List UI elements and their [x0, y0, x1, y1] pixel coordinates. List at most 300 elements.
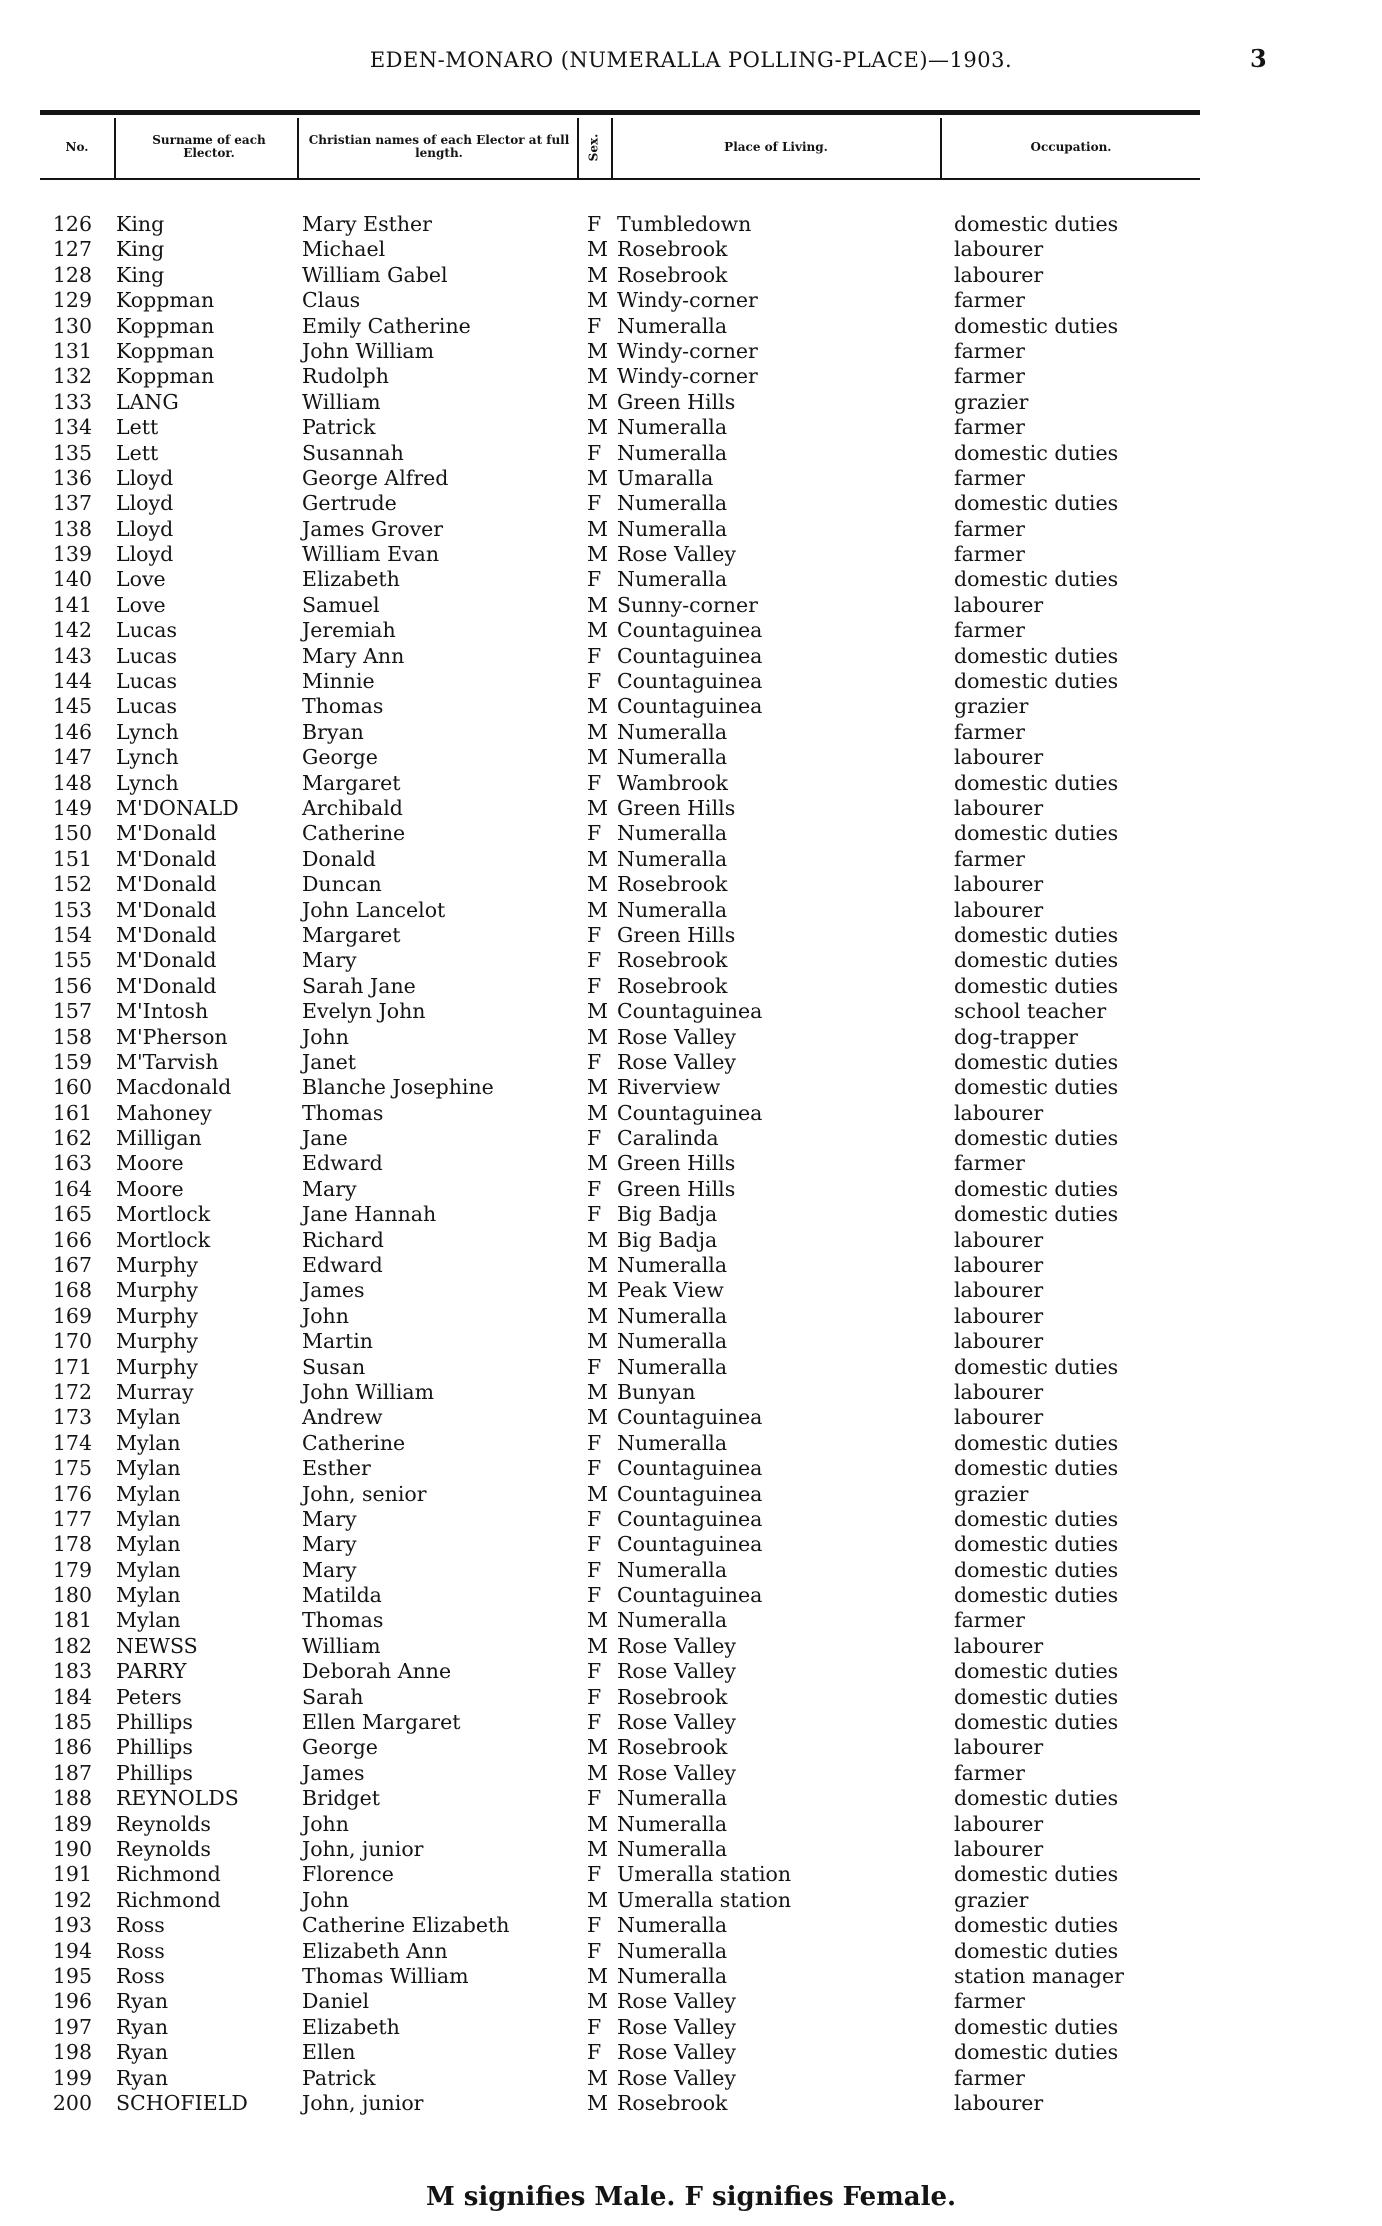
- elector-place-of-living: Numeralla: [617, 440, 728, 465]
- elector-sex: M: [587, 1608, 608, 1633]
- elector-christian-names: Jeremiah: [302, 618, 396, 643]
- elector-occupation: domestic duties: [954, 1913, 1119, 1938]
- elector-christian-names: Mary: [302, 1506, 357, 1531]
- elector-sex: M: [587, 542, 608, 567]
- elector-place-of-living: Countaguinea: [617, 1405, 763, 1430]
- elector-occupation: farmer: [954, 1989, 1025, 2014]
- elector-row: [0, 1685, 1382, 1710]
- elector-number: 160: [52, 1075, 92, 1100]
- elector-christian-names: Thomas: [302, 1100, 384, 1125]
- elector-occupation: domestic duties: [954, 1532, 1119, 1557]
- elector-occupation: domestic duties: [954, 1176, 1119, 1201]
- elector-sex: F: [587, 1176, 602, 1201]
- elector-surname: Mylan: [116, 1456, 181, 1481]
- elector-christian-names: Susan: [302, 1354, 366, 1379]
- elector-row: [0, 1456, 1382, 1481]
- elector-number: 192: [52, 1887, 92, 1912]
- elector-sex: M: [587, 1760, 608, 1785]
- elector-surname: Lucas: [116, 694, 178, 719]
- column-separator: [940, 118, 942, 178]
- elector-row: [0, 390, 1382, 415]
- elector-surname: M'Pherson: [116, 1024, 228, 1049]
- elector-christian-names: Margaret: [302, 770, 401, 795]
- elector-christian-names: Andrew: [302, 1405, 383, 1430]
- elector-place-of-living: Rose Valley: [617, 2040, 736, 2065]
- elector-sex: M: [587, 1633, 608, 1658]
- elector-christian-names: Blanche Josephine: [302, 1075, 494, 1100]
- elector-sex: F: [587, 1659, 602, 1684]
- elector-row: [0, 1964, 1382, 1989]
- elector-occupation: dog-trapper: [954, 1024, 1078, 1049]
- elector-surname: PARRY: [116, 1659, 187, 1684]
- elector-surname: Mylan: [116, 1481, 181, 1506]
- elector-number: 127: [52, 237, 92, 262]
- elector-number: 186: [52, 1735, 92, 1760]
- elector-number: 175: [52, 1456, 92, 1481]
- elector-sex: M: [587, 465, 608, 490]
- elector-occupation: domestic duties: [954, 1938, 1119, 1963]
- elector-number: 166: [52, 1227, 92, 1252]
- elector-surname: Lynch: [116, 770, 179, 795]
- elector-sex: M: [587, 745, 608, 770]
- elector-row: [0, 872, 1382, 897]
- elector-number: 169: [52, 1303, 92, 1328]
- elector-occupation: domestic duties: [954, 1862, 1119, 1887]
- elector-row: [0, 1304, 1382, 1329]
- elector-sex: M: [587, 1481, 608, 1506]
- elector-sex: F: [587, 1913, 602, 1938]
- elector-number: 159: [52, 1049, 92, 1074]
- elector-number: 168: [52, 1278, 92, 1303]
- elector-number: 154: [52, 922, 92, 947]
- elector-surname: Mylan: [116, 1506, 181, 1531]
- elector-christian-names: Claus: [302, 288, 361, 313]
- elector-number: 197: [52, 2014, 92, 2039]
- elector-christian-names: George: [302, 745, 378, 770]
- elector-surname: M'Donald: [116, 872, 217, 897]
- electors-list: [0, 212, 1382, 2116]
- elector-christian-names: Florence: [302, 1862, 394, 1887]
- elector-row: [0, 1126, 1382, 1151]
- elector-row: [0, 644, 1382, 669]
- elector-place-of-living: Numeralla: [617, 1608, 728, 1633]
- elector-sex: M: [587, 1303, 608, 1328]
- elector-place-of-living: Rose Valley: [617, 1760, 736, 1785]
- elector-number: 149: [52, 795, 92, 820]
- elector-christian-names: Edward: [302, 1253, 383, 1278]
- elector-sex: M: [587, 1227, 608, 1252]
- elector-surname: Mylan: [116, 1583, 181, 1608]
- elector-sex: M: [587, 897, 608, 922]
- elector-surname: Lucas: [116, 643, 178, 668]
- elector-place-of-living: Rose Valley: [617, 1989, 736, 2014]
- column-header-place: Place of Living.: [724, 139, 828, 154]
- elector-occupation: labourer: [954, 1253, 1044, 1278]
- elector-occupation: domestic duties: [954, 669, 1119, 694]
- elector-sex: F: [587, 440, 602, 465]
- elector-occupation: farmer: [954, 338, 1025, 363]
- elector-row: [0, 745, 1382, 770]
- elector-occupation: station manager: [954, 1963, 1124, 1988]
- elector-sex: M: [587, 288, 608, 313]
- footer-note: M signifies Male. F signifies Female.: [425, 2182, 957, 2212]
- elector-number: 155: [52, 948, 92, 973]
- elector-place-of-living: Countaguinea: [617, 1100, 763, 1125]
- elector-christian-names: Edward: [302, 1151, 383, 1176]
- elector-occupation: school teacher: [954, 999, 1107, 1024]
- elector-christian-names: Janet: [302, 1049, 357, 1074]
- elector-christian-names: Matilda: [302, 1583, 382, 1608]
- elector-occupation: domestic duties: [954, 948, 1119, 973]
- elector-occupation: labourer: [954, 1811, 1044, 1836]
- elector-christian-names: Catherine Elizabeth: [302, 1913, 510, 1938]
- elector-row: [0, 618, 1382, 643]
- elector-surname: Mahoney: [116, 1100, 212, 1125]
- elector-occupation: domestic duties: [954, 1202, 1119, 1227]
- elector-surname: SCHOFIELD: [116, 2090, 248, 2115]
- elector-number: 139: [52, 542, 92, 567]
- elector-place-of-living: Rosebrook: [617, 1684, 728, 1709]
- elector-number: 151: [52, 846, 92, 871]
- elector-surname: Ryan: [116, 2014, 169, 2039]
- column-separator: [297, 118, 299, 178]
- elector-occupation: domestic duties: [954, 440, 1119, 465]
- elector-place-of-living: Numeralla: [617, 516, 728, 541]
- elector-place-of-living: Umeralla station: [617, 1887, 792, 1912]
- elector-occupation: domestic duties: [954, 491, 1119, 516]
- elector-place-of-living: Countaguinea: [617, 1583, 763, 1608]
- elector-place-of-living: Rose Valley: [617, 1633, 736, 1658]
- elector-sex: F: [587, 1430, 602, 1455]
- elector-row: [0, 1329, 1382, 1354]
- elector-christian-names: James: [302, 1278, 365, 1303]
- elector-row: [0, 2066, 1382, 2091]
- elector-sex: M: [587, 1253, 608, 1278]
- elector-sex: M: [587, 872, 608, 897]
- elector-row: [0, 1532, 1382, 1557]
- elector-row: [0, 1989, 1382, 2014]
- elector-christian-names: John William: [302, 1379, 435, 1404]
- elector-number: 195: [52, 1963, 92, 1988]
- elector-occupation: labourer: [954, 872, 1044, 897]
- elector-christian-names: John: [302, 1024, 349, 1049]
- elector-occupation: domestic duties: [954, 567, 1119, 592]
- elector-sex: F: [587, 669, 602, 694]
- elector-number: 150: [52, 821, 92, 846]
- elector-occupation: domestic duties: [954, 1684, 1119, 1709]
- elector-number: 198: [52, 2040, 92, 2065]
- column-header-sex-label: Sex.: [586, 133, 601, 161]
- elector-occupation: labourer: [954, 1278, 1044, 1303]
- elector-sex: M: [587, 2090, 608, 2115]
- elector-row: [0, 771, 1382, 796]
- elector-christian-names: Samuel: [302, 592, 380, 617]
- elector-occupation: labourer: [954, 1329, 1044, 1354]
- elector-occupation: domestic duties: [954, 821, 1119, 846]
- elector-surname: Mylan: [116, 1608, 181, 1633]
- elector-surname: Murphy: [116, 1278, 198, 1303]
- elector-christian-names: Michael: [302, 237, 386, 262]
- elector-row: [0, 1837, 1382, 1862]
- elector-christian-names: Mary: [302, 1557, 357, 1582]
- elector-number: 131: [52, 338, 92, 363]
- elector-surname: Mortlock: [116, 1227, 211, 1252]
- elector-place-of-living: Green Hills: [617, 1176, 736, 1201]
- elector-number: 191: [52, 1862, 92, 1887]
- elector-number: 134: [52, 415, 92, 440]
- elector-christian-names: John, junior: [302, 2090, 424, 2115]
- elector-sex: M: [587, 1278, 608, 1303]
- elector-sex: F: [587, 1583, 602, 1608]
- elector-occupation: domestic duties: [954, 973, 1119, 998]
- elector-christian-names: Mary: [302, 1532, 357, 1557]
- elector-row: [0, 237, 1382, 262]
- elector-row: [0, 1482, 1382, 1507]
- elector-place-of-living: Peak View: [617, 1278, 724, 1303]
- elector-sex: F: [587, 2040, 602, 2065]
- elector-surname: Lett: [116, 440, 159, 465]
- elector-place-of-living: Rosebrook: [617, 948, 728, 973]
- elector-place-of-living: Numeralla: [617, 1938, 728, 1963]
- elector-sex: M: [587, 1405, 608, 1430]
- elector-sex: F: [587, 1049, 602, 1074]
- elector-sex: F: [587, 313, 602, 338]
- elector-number: 165: [52, 1202, 92, 1227]
- elector-number: 181: [52, 1608, 92, 1633]
- elector-surname: Milligan: [116, 1126, 202, 1151]
- elector-row: [0, 1025, 1382, 1050]
- elector-number: 184: [52, 1684, 92, 1709]
- elector-sex: F: [587, 2014, 602, 2039]
- elector-row: [0, 1913, 1382, 1938]
- elector-occupation: domestic duties: [954, 2014, 1119, 2039]
- elector-surname: King: [116, 212, 165, 236]
- elector-occupation: domestic duties: [954, 1049, 1119, 1074]
- elector-surname: Lynch: [116, 719, 179, 744]
- elector-place-of-living: Countaguinea: [617, 1532, 763, 1557]
- elector-row: [0, 1786, 1382, 1811]
- elector-place-of-living: Rose Valley: [617, 1049, 736, 1074]
- elector-number: 199: [52, 2065, 92, 2090]
- elector-sex: M: [587, 338, 608, 363]
- elector-row: [0, 263, 1382, 288]
- elector-place-of-living: Numeralla: [617, 897, 728, 922]
- elector-number: 148: [52, 770, 92, 795]
- elector-place-of-living: Windy-corner: [617, 288, 758, 313]
- elector-place-of-living: Rosebrook: [617, 872, 728, 897]
- elector-row: [0, 1558, 1382, 1583]
- elector-surname: Phillips: [116, 1710, 193, 1735]
- elector-christian-names: Mary Esther: [302, 212, 432, 236]
- elector-place-of-living: Bunyan: [617, 1379, 696, 1404]
- elector-place-of-living: Sunny-corner: [617, 592, 758, 617]
- elector-occupation: grazier: [954, 389, 1029, 414]
- elector-place-of-living: Rosebrook: [617, 973, 728, 998]
- elector-surname: Love: [116, 592, 166, 617]
- elector-number: 156: [52, 973, 92, 998]
- elector-number: 141: [52, 592, 92, 617]
- elector-surname: M'Donald: [116, 821, 217, 846]
- elector-christian-names: Bryan: [302, 719, 364, 744]
- elector-christian-names: Susannah: [302, 440, 404, 465]
- elector-number: 138: [52, 516, 92, 541]
- elector-surname: Richmond: [116, 1887, 221, 1912]
- elector-occupation: domestic duties: [954, 922, 1119, 947]
- elector-occupation: farmer: [954, 516, 1025, 541]
- elector-christian-names: William: [302, 389, 381, 414]
- elector-occupation: labourer: [954, 1303, 1044, 1328]
- elector-place-of-living: Windy-corner: [617, 364, 758, 389]
- column-separator: [114, 118, 116, 178]
- elector-place-of-living: Rosebrook: [617, 2090, 728, 2115]
- elector-sex: M: [587, 1989, 608, 2014]
- elector-occupation: labourer: [954, 2090, 1044, 2115]
- elector-place-of-living: Numeralla: [617, 846, 728, 871]
- elector-row: [0, 1151, 1382, 1176]
- elector-surname: Murphy: [116, 1354, 198, 1379]
- elector-row: [0, 1710, 1382, 1735]
- elector-number: 130: [52, 313, 92, 338]
- elector-surname: Lloyd: [116, 516, 174, 541]
- elector-occupation: labourer: [954, 1837, 1044, 1861]
- elector-christian-names: John, senior: [302, 1481, 427, 1506]
- elector-number: 183: [52, 1659, 92, 1684]
- elector-surname: NEWSS: [116, 1633, 198, 1658]
- elector-row: [0, 593, 1382, 618]
- elector-place-of-living: Green Hills: [617, 389, 736, 414]
- elector-row: [0, 567, 1382, 592]
- elector-row: [0, 2040, 1382, 2065]
- elector-surname: Murphy: [116, 1303, 198, 1328]
- elector-surname: Ryan: [116, 2065, 169, 2090]
- elector-surname: Ross: [116, 1963, 165, 1988]
- elector-christian-names: Patrick: [302, 2065, 376, 2090]
- elector-place-of-living: Umaralla: [617, 465, 714, 490]
- elector-surname: Koppman: [116, 313, 215, 338]
- elector-surname: Mortlock: [116, 1202, 211, 1227]
- elector-surname: Lynch: [116, 745, 179, 770]
- elector-surname: Richmond: [116, 1862, 221, 1887]
- elector-place-of-living: Green Hills: [617, 795, 736, 820]
- elector-sex: M: [587, 2065, 608, 2090]
- elector-number: 126: [52, 212, 92, 236]
- elector-christian-names: Catherine: [302, 1430, 406, 1455]
- elector-christian-names: Jane Hannah: [302, 1202, 437, 1227]
- elector-surname: Mylan: [116, 1430, 181, 1455]
- elector-sex: M: [587, 694, 608, 719]
- elector-occupation: grazier: [954, 1887, 1029, 1912]
- elector-christian-names: John William: [302, 338, 435, 363]
- elector-christian-names: Ellen Margaret: [302, 1710, 461, 1735]
- elector-place-of-living: Rosebrook: [617, 1735, 728, 1760]
- elector-occupation: domestic duties: [954, 313, 1119, 338]
- elector-number: 136: [52, 465, 92, 490]
- elector-row: [0, 1278, 1382, 1303]
- elector-sex: M: [587, 1963, 608, 1988]
- elector-row: [0, 364, 1382, 389]
- elector-row: [0, 288, 1382, 313]
- elector-place-of-living: Countaguinea: [617, 1456, 763, 1481]
- elector-surname: Lucas: [116, 669, 178, 694]
- elector-surname: Lett: [116, 415, 159, 440]
- elector-row: [0, 948, 1382, 973]
- elector-row: [0, 1228, 1382, 1253]
- elector-place-of-living: Numeralla: [617, 1354, 728, 1379]
- elector-row: [0, 669, 1382, 694]
- elector-row: [0, 2015, 1382, 2040]
- elector-place-of-living: Windy-corner: [617, 338, 758, 363]
- elector-surname: Reynolds: [116, 1837, 211, 1861]
- elector-sex: F: [587, 973, 602, 998]
- elector-number: 187: [52, 1760, 92, 1785]
- column-header-christian: Christian names of each Elector at full length.: [308, 133, 570, 160]
- elector-surname: REYNOLDS: [116, 1786, 239, 1811]
- column-separator: [611, 118, 613, 178]
- elector-occupation: labourer: [954, 1633, 1044, 1658]
- elector-occupation: labourer: [954, 1405, 1044, 1430]
- elector-place-of-living: Numeralla: [617, 719, 728, 744]
- elector-row: [0, 542, 1382, 567]
- elector-occupation: domestic duties: [954, 2040, 1119, 2065]
- elector-surname: Mylan: [116, 1557, 181, 1582]
- elector-occupation: grazier: [954, 1481, 1029, 1506]
- elector-christian-names: Thomas William: [302, 1963, 469, 1988]
- elector-number: 190: [52, 1837, 92, 1861]
- elector-number: 164: [52, 1176, 92, 1201]
- elector-christian-names: John Lancelot: [302, 897, 446, 922]
- elector-number: 133: [52, 389, 92, 414]
- column-header-occupation: Occupation.: [1030, 139, 1112, 154]
- column-header-sex: [579, 118, 609, 176]
- elector-place-of-living: Numeralla: [617, 1913, 728, 1938]
- elector-place-of-living: Countaguinea: [617, 1506, 763, 1531]
- elector-row: [0, 694, 1382, 719]
- elector-sex: M: [587, 1735, 608, 1760]
- elector-row: [0, 999, 1382, 1024]
- elector-number: 143: [52, 643, 92, 668]
- elector-sex: M: [587, 592, 608, 617]
- elector-occupation: labourer: [954, 897, 1044, 922]
- elector-sex: M: [587, 795, 608, 820]
- elector-row: [0, 1050, 1382, 1075]
- elector-surname: Reynolds: [116, 1811, 211, 1836]
- elector-occupation: domestic duties: [954, 1583, 1119, 1608]
- elector-christian-names: Catherine: [302, 821, 406, 846]
- elector-occupation: farmer: [954, 846, 1025, 871]
- elector-occupation: labourer: [954, 262, 1044, 287]
- elector-occupation: domestic duties: [954, 1354, 1119, 1379]
- elector-row: [0, 821, 1382, 846]
- elector-christian-names: William: [302, 1633, 381, 1658]
- elector-occupation: farmer: [954, 2065, 1025, 2090]
- elector-sex: F: [587, 1684, 602, 1709]
- elector-place-of-living: Rose Valley: [617, 1710, 736, 1735]
- elector-christian-names: Evelyn John: [302, 999, 426, 1024]
- elector-row: [0, 415, 1382, 440]
- elector-row: [0, 1812, 1382, 1837]
- elector-christian-names: George: [302, 1735, 378, 1760]
- elector-row: [0, 847, 1382, 872]
- elector-sex: F: [587, 643, 602, 668]
- elector-row: [0, 1888, 1382, 1913]
- elector-number: 146: [52, 719, 92, 744]
- elector-christian-names: Daniel: [302, 1989, 370, 2014]
- elector-christian-names: Bridget: [302, 1786, 381, 1811]
- elector-row: [0, 1583, 1382, 1608]
- elector-christian-names: Mary Ann: [302, 643, 405, 668]
- elector-christian-names: John: [302, 1303, 349, 1328]
- elector-occupation: farmer: [954, 288, 1025, 313]
